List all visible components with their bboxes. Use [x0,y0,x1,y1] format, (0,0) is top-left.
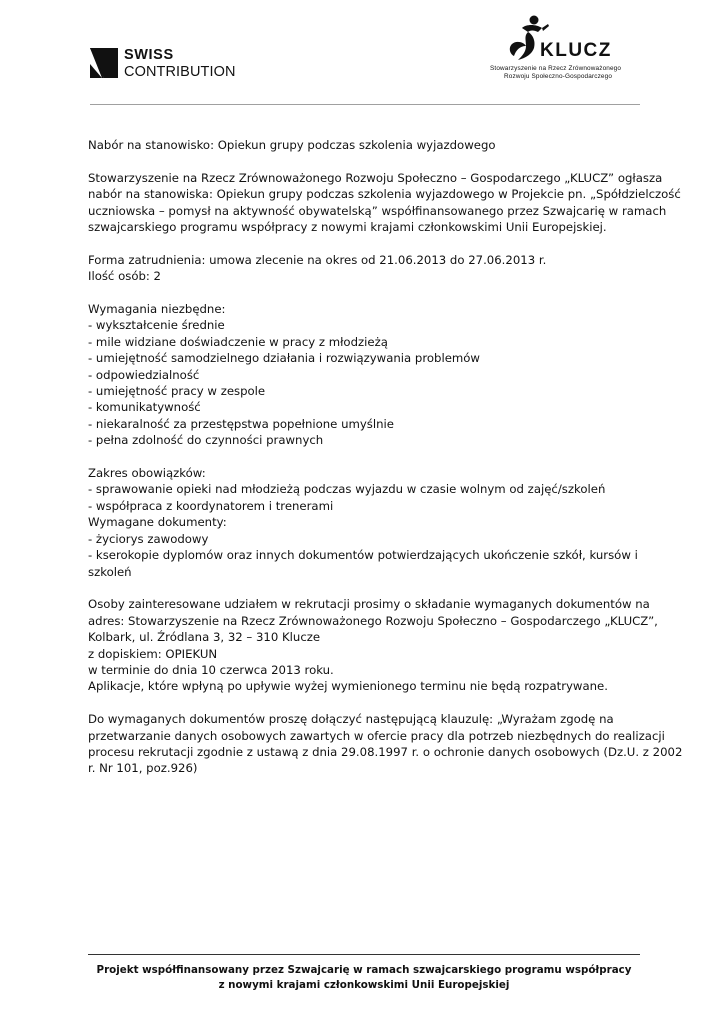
list-item: - niekaralność za przestępstwa popełnione umyślnie [88,416,394,431]
swiss-contribution-logo [90,48,240,82]
list-item: - pełna zdolność do czynności prawnych [88,433,324,448]
title-text: Nabór na stanowisko: Opiekun grupy podczas szkolenia wyjazdowego [88,138,496,152]
footer-line-1: Projekt współfinansowany przez Szwajcarię w ramach szwajcarskiego programu współpracy [96,964,632,976]
duties-section [88,465,636,580]
intro-line: szwajcarskiego programu współpracy z nowymi krajami członkowskimi Unii Europejskiej. [88,220,607,235]
header-divider [90,104,640,105]
list-item: - sprawowanie opieki nad młodzieżą podczas wyjazdu w czasie wolnym od zajęć/szkoleń [88,482,606,497]
list-item: - umiejętność samodzielnego działania i rozwiązywania problemów [88,351,480,366]
page-footer [88,963,640,993]
document-body [88,137,683,793]
swiss-logo-line2: CONTRIBUTION [124,64,236,80]
klucz-logo-subtitle-1: Stowarzyszenie na Rzecz Zrównoważonego [490,65,622,72]
consent-line: przetwarzanie danych osobowych zawartych w ofercie pracy dla potrzeb niezbędnych do realizacji [88,728,665,743]
list-item: - umiejętność pracy w zespole [88,384,266,399]
intro-line: Stowarzyszenie na Rzecz Zrównoważonego Rozwoju Społeczno – Gospodarczego „KLUCZ” ogłasza [88,170,663,185]
consent-paragraph [88,711,683,777]
klucz-logo-word: KLUCZ [540,40,612,61]
intro-line: uczniowska – pomysł na aktywność obywatelską” współfinansowanego przez Szwajcarię w ramach [88,203,667,218]
application-line: w terminie do dnia 10 czerwca 2013 roku. [88,662,334,677]
application-paragraph [88,596,658,694]
employment-form: Forma zatrudnienia: umowa zlecenie na okres od 21.06.2013 do 27.06.2013 r. [88,252,547,267]
application-line: adres: Stowarzyszenie na Rzecz Zrównoważonego Rozwoju Społeczno – Gospodarczego „KLUCZ”, [88,613,658,628]
swiss-logo-line1: SWISS [124,47,174,63]
list-item: - kserokopie dyplomów oraz innych dokumentów potwierdzających ukończenie szkół, kursów i [88,548,638,563]
application-line: z dopiskiem: OPIEKUN [88,646,218,661]
list-item: szkoleń [88,564,132,579]
intro-line: nabór na stanowiska: Opiekun grupy podczas szkolenia wyjazdowego w Projekcie pn. „Spółdzielczość [88,187,681,202]
consent-line: r. Nr 101, poz.926) [88,761,198,776]
documents-heading: Wymagane dokumenty: [88,515,227,530]
application-line: Aplikacje, które wpłyną po upływie wyżej wymienionego terminu nie będą rozpatrywane. [88,679,608,694]
klucz-logo [484,14,644,84]
duties-heading: Zakres obowiązków: [88,466,206,481]
list-item: - odpowiedzialność [88,367,200,382]
persons-count: Ilość osób: 2 [88,269,161,284]
document-title [88,137,636,153]
consent-line: Do wymaganych dokumentów proszę dołączyć następującą klauzulę: „Wyrażam zgodę na [88,712,614,727]
swiss-square-icon [90,48,118,78]
list-item: - życiorys zawodowy [88,531,209,546]
consent-line: procesu rekrutacji zgodnie z ustawą z dnia 29.08.1997 r. o ochronie danych osobowych (Dz.U. z 2002 [88,744,683,759]
intro-paragraph [88,170,681,236]
requirements-heading: Wymagania niezbędne: [88,302,226,317]
list-item: - wykształcenie średnie [88,318,225,333]
application-line: Osoby zainteresowane udziałem w rekrutacji prosimy o składanie wymaganych dokumentów na [88,597,650,612]
list-item: - mile widziane doświadczenie w pracy z młodzieżą [88,334,388,349]
footer-line-2: z nowymi krajami członkowskimi Unii Europejskiej [218,979,510,991]
application-line: Kolbark, ul. Źródlana 3, 32 – 310 Klucze [88,630,321,645]
list-item: - komunikatywność [88,400,201,415]
list-item: - współpraca z koordynatorem i trenerami [88,498,334,513]
requirements-section [88,301,636,449]
employment-paragraph [88,252,636,285]
footer-divider [88,954,640,955]
klucz-logo-subtitle-2: Rozwoju Społeczno-Gospodarczego [504,73,613,80]
